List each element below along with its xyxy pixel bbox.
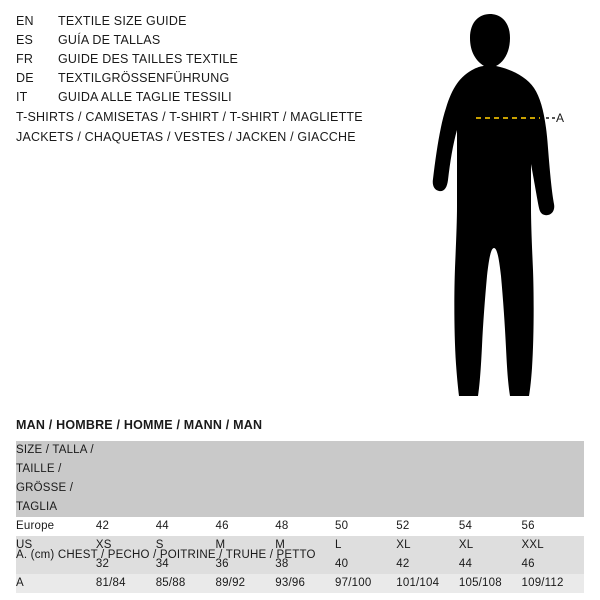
language-code: FR (16, 52, 34, 66)
male-silhouette-icon (400, 8, 600, 408)
row-cell: 34 (156, 555, 216, 574)
row-cell: S (156, 536, 216, 555)
size-table (16, 441, 584, 593)
language-code: ES (16, 33, 34, 47)
row-cell: 93/96 (275, 574, 335, 593)
row-cell: 46 (522, 555, 585, 574)
language-code: IT (16, 90, 28, 104)
row-cell: 105/108 (459, 574, 522, 593)
row-cell: 54 (459, 517, 522, 536)
table-header-spacer (335, 441, 396, 517)
row-cell: 32 (96, 555, 156, 574)
row-cell: XXL (522, 536, 585, 555)
table-header-spacer (96, 441, 156, 517)
table-header-row (16, 441, 584, 517)
row-cell: 56 (522, 517, 585, 536)
row-cell: 101/104 (396, 574, 459, 593)
language-row (16, 71, 396, 90)
row-cell: M (215, 536, 275, 555)
garment-category: T-SHIRTS / CAMISETAS / T-SHIRT / T-SHIRT / MAGLIETTE (16, 110, 363, 124)
row-cell: 46 (215, 517, 275, 536)
language-text: GUIDA ALLE TAGLIE TESSILI (58, 90, 232, 104)
table-header-spacer (459, 441, 522, 517)
row-cell: 85/88 (156, 574, 216, 593)
language-row (16, 33, 396, 52)
row-cell: M (275, 536, 335, 555)
garment-category: JACKETS / CHAQUETAS / VESTES / JACKEN / GIACCHE (16, 130, 356, 144)
row-cell: 52 (396, 517, 459, 536)
table-header-spacer (156, 441, 216, 517)
row-cell: 44 (459, 555, 522, 574)
chest-measure-label: A (556, 111, 565, 125)
row-cell: 97/100 (335, 574, 396, 593)
row-cell: 44 (156, 517, 216, 536)
table-header-spacer (275, 441, 335, 517)
language-row (16, 90, 396, 109)
row-cell: 109/112 (522, 574, 585, 593)
table-header-spacer (522, 441, 585, 517)
row-cell: XS (96, 536, 156, 555)
garment-category-list (16, 110, 416, 150)
table-header-label: SIZE / TALLA / TAILLE / GRÖSSE / TAGLIA (16, 441, 96, 517)
row-cell: XL (459, 536, 522, 555)
row-cell: 81/84 (96, 574, 156, 593)
table-title: MAN / HOMBRE / HOMME / MANN / MAN (16, 418, 263, 432)
row-cell: 48 (275, 517, 335, 536)
table-row (16, 517, 584, 536)
table-header-spacer (396, 441, 459, 517)
language-code: DE (16, 71, 34, 85)
row-label: Europe (16, 517, 96, 536)
measurement-footnote: A. (cm) CHEST / PECHO / POITRINE / TRUHE / PETTO (16, 549, 316, 561)
row-cell: XL (396, 536, 459, 555)
language-text: TEXTILE SIZE GUIDE (58, 14, 187, 28)
language-row (16, 52, 396, 71)
language-row (16, 14, 396, 33)
row-cell: 40 (335, 555, 396, 574)
language-text: GUIDE DES TAILLES TEXTILE (58, 52, 239, 66)
row-cell: 89/92 (215, 574, 275, 593)
row-cell: 50 (335, 517, 396, 536)
figure-area (400, 8, 600, 408)
language-text: GUÍA DE TALLAS (58, 33, 161, 47)
row-cell: L (335, 536, 396, 555)
table-row (16, 574, 584, 593)
row-label: A (16, 574, 96, 593)
row-cell: 36 (215, 555, 275, 574)
language-code: EN (16, 14, 34, 28)
row-cell: 42 (96, 517, 156, 536)
table-header-spacer (215, 441, 275, 517)
row-cell: 38 (275, 555, 335, 574)
language-text: TEXTILGRÖSSENFÜHRUNG (58, 71, 230, 85)
row-cell: 42 (396, 555, 459, 574)
row-label: US (16, 536, 96, 555)
language-list (16, 14, 396, 109)
